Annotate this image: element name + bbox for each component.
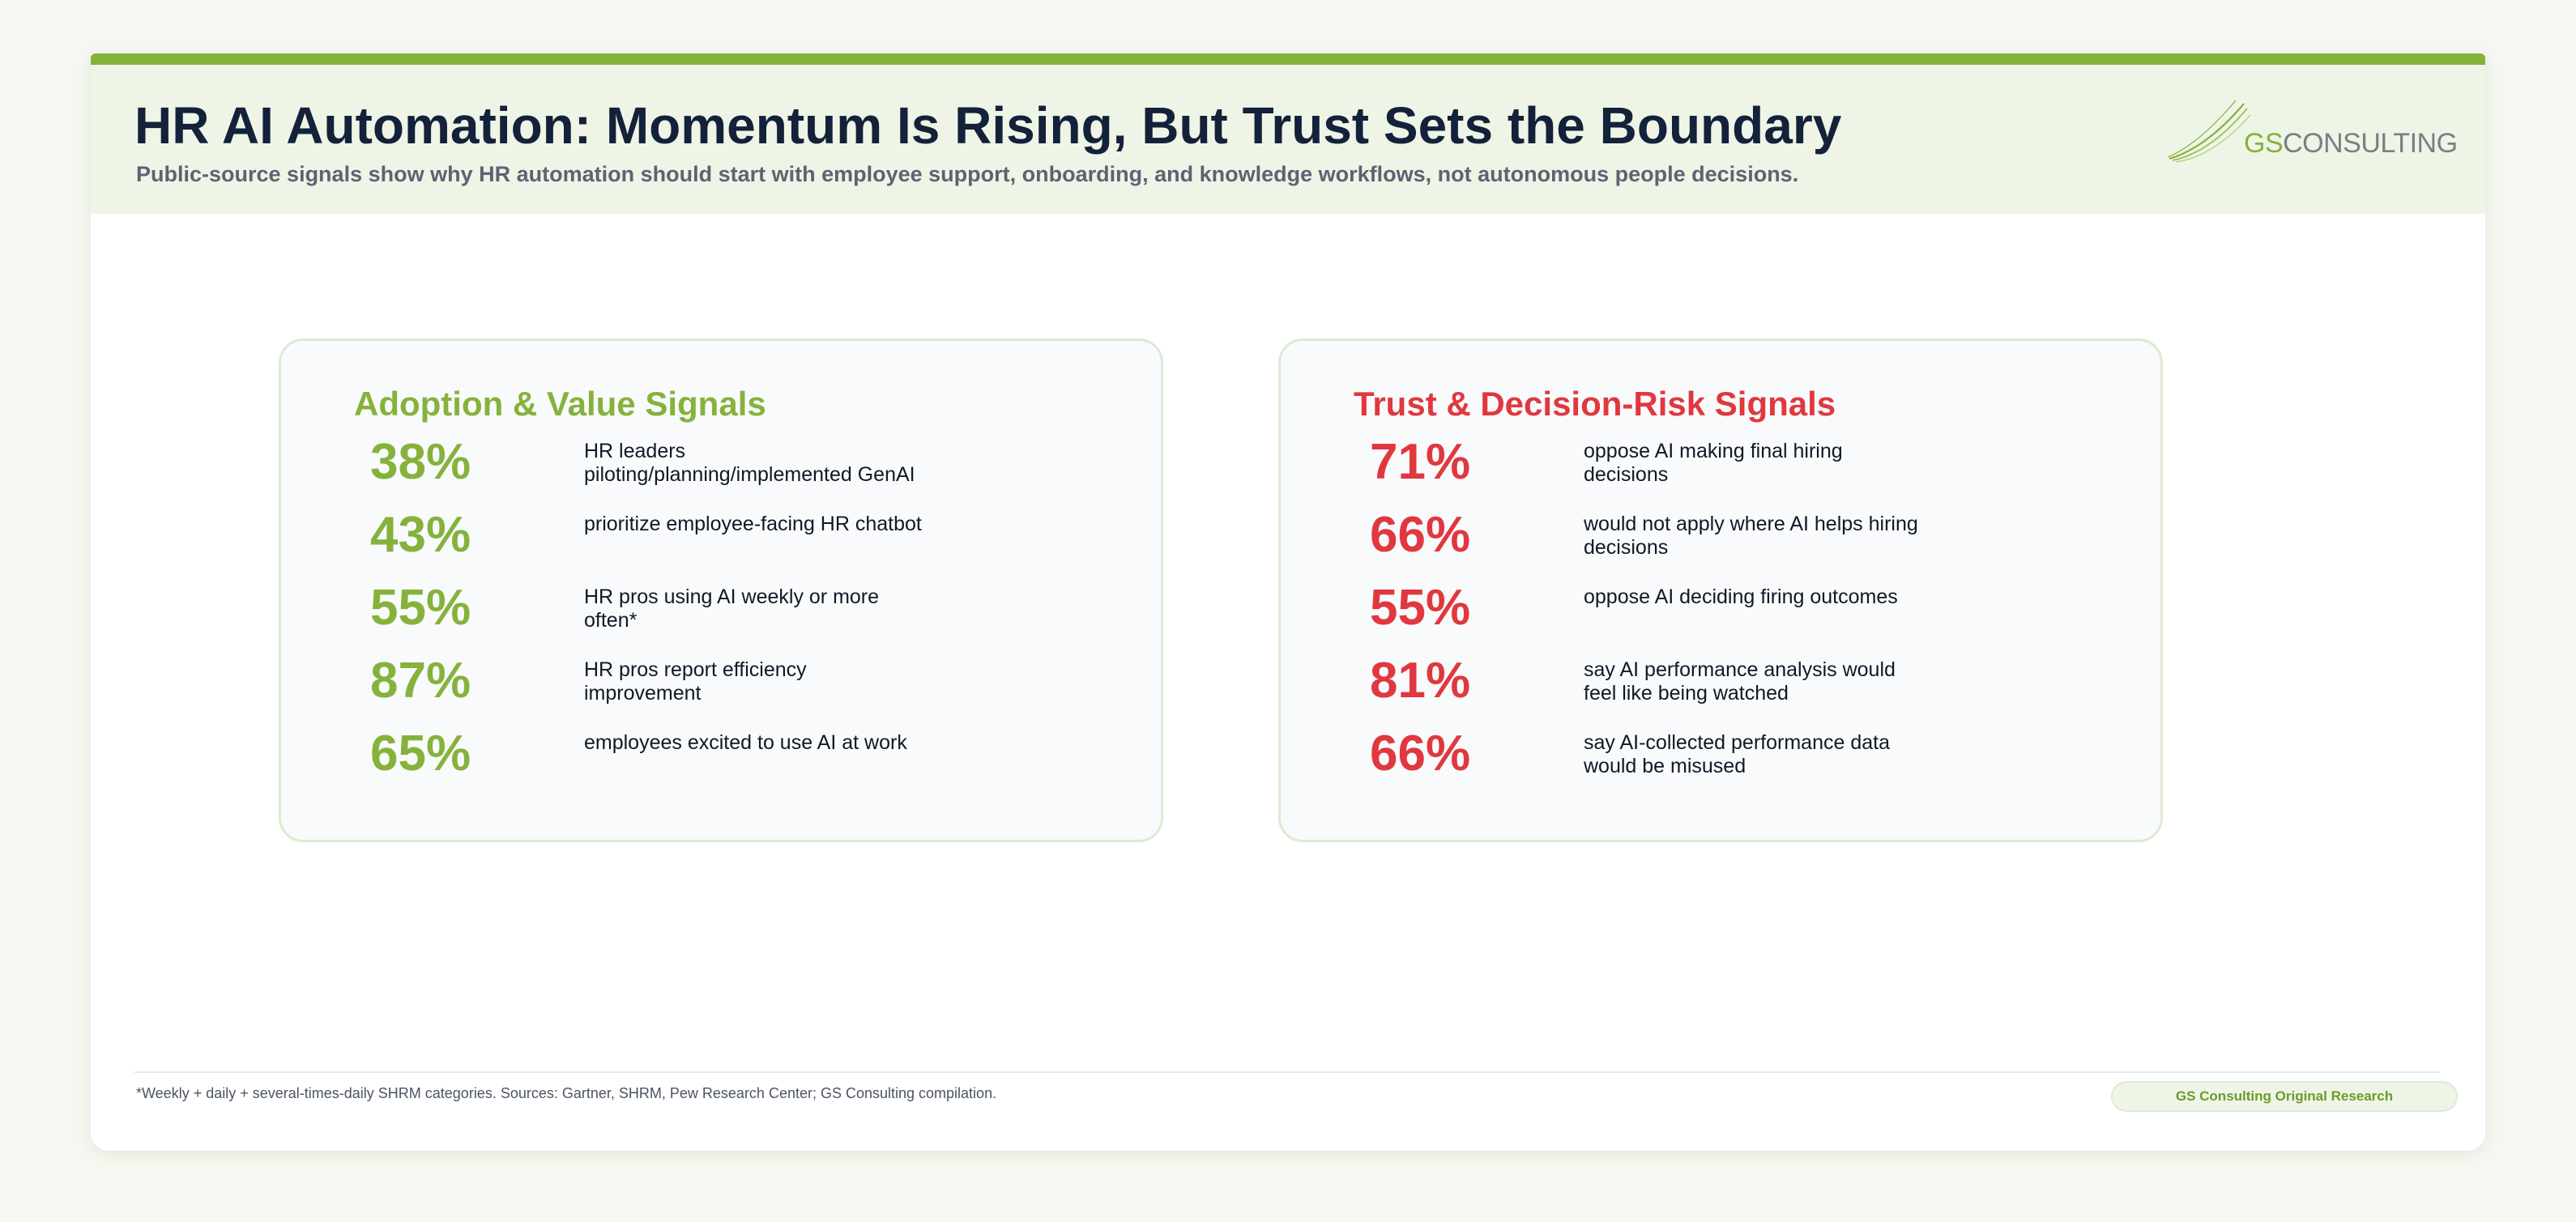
- stat-label: oppose AI making final hiring decisions: [1584, 440, 1843, 486]
- stat-label: HR leaders piloting/planning/implemented GenAI: [584, 440, 915, 486]
- stat-value: 65%: [370, 726, 471, 781]
- adoption-stat-2: [370, 507, 1099, 577]
- trust-stat-2: [1370, 507, 2099, 577]
- stat-value: 81%: [1370, 653, 1471, 709]
- adoption-stat-4: [370, 653, 1099, 723]
- stat-label: HR pros using AI weekly or more often*: [584, 585, 880, 632]
- adoption-card-title: Adoption & Value Signals: [354, 385, 766, 423]
- stat-label: HR pros report efficiency improvement: [584, 658, 807, 705]
- stat-value: 55%: [370, 580, 471, 636]
- footnote: *Weekly + daily + several-times-daily SHRM categories. Sources: Gartner, SHRM, Pew Research Center; GS Consulting compilation.: [136, 1085, 997, 1101]
- stat-value: 66%: [1370, 507, 1471, 563]
- gs-consulting-logo: [2168, 96, 2458, 168]
- stat-label: say AI performance analysis would feel like being watched: [1584, 658, 1896, 705]
- stat-label: say AI-collected performance data would be misused: [1584, 731, 1890, 777]
- trust-risk-signals-card: [1278, 338, 2163, 842]
- stat-value: 71%: [1370, 434, 1471, 490]
- stat-label: prioritize employee-facing HR chatbot: [584, 513, 922, 535]
- adoption-stat-3: [370, 580, 1099, 650]
- adoption-stat-1: [370, 434, 1099, 505]
- header: [91, 65, 2485, 214]
- adoption-signals-card: [279, 338, 1163, 842]
- logo-consulting-text: CONSULTING: [2283, 128, 2458, 159]
- page-subtitle: Public-source signals show why HR automation should start with employee support, onboarding, and knowledge workflows, not autonomous people decisions.: [136, 162, 1799, 186]
- stat-value: 43%: [370, 507, 471, 563]
- stat-label: employees excited to use AI at work: [584, 731, 907, 754]
- logo-gs-text: GS: [2244, 128, 2284, 159]
- adoption-stat-5: [370, 726, 1099, 796]
- trust-stat-3: [1370, 580, 2099, 650]
- stat-value: 87%: [370, 653, 471, 709]
- stat-value: 66%: [1370, 726, 1471, 781]
- stat-label: oppose AI deciding firing outcomes: [1584, 585, 1898, 608]
- original-research-badge: GS Consulting Original Research: [2111, 1081, 2458, 1112]
- slide: [91, 53, 2485, 1151]
- stat-value: 55%: [1370, 580, 1471, 636]
- stat-value: 38%: [370, 434, 471, 490]
- stat-label: would not apply where AI helps hiring decisions: [1584, 513, 1918, 559]
- trust-stat-4: [1370, 653, 2099, 723]
- page-title: HR AI Automation: Momentum Is Rising, But Trust Sets the Boundary: [134, 96, 1842, 155]
- footer-divider: [134, 1071, 2440, 1073]
- trust-card-title: Trust & Decision-Risk Signals: [1354, 385, 1836, 423]
- trust-stat-1: [1370, 434, 2099, 505]
- logo-wordmark: [2244, 128, 2458, 160]
- trust-stat-5: [1370, 726, 2099, 796]
- top-accent-bar: [91, 53, 2485, 65]
